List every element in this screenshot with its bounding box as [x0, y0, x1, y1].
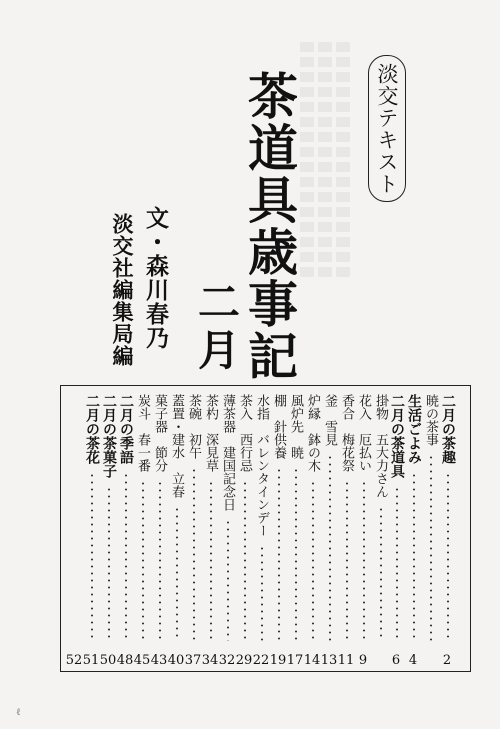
toc-entry: 蓋置・建水 立春	[169, 394, 184, 498]
dot-leader	[312, 480, 314, 641]
dot-leader	[329, 454, 331, 641]
series-label-box	[368, 55, 406, 202]
toc-page-number: 40	[167, 653, 185, 668]
toc-entry: 薄茶器 建国記念日	[220, 394, 235, 511]
toc-page-number: 51	[82, 653, 100, 668]
dot-leader	[413, 472, 415, 641]
toc-entry: 茶碗 初午	[186, 394, 201, 459]
dot-leader	[227, 519, 229, 641]
toc-page-number: 22	[252, 653, 270, 668]
toc-page-number: 45	[133, 653, 151, 668]
toc-page-number: 17	[286, 653, 304, 668]
dot-leader	[278, 467, 280, 641]
toc-entry: 風炉先 暁	[288, 394, 303, 459]
toc-entry: 水指 バレンタインデー	[254, 394, 269, 537]
dot-leader	[380, 506, 382, 641]
toc-page-number: 48	[116, 653, 134, 668]
toc-page-number: 50	[99, 653, 117, 668]
toc-entry: 棚 針供養	[271, 394, 286, 459]
dot-leader	[346, 480, 348, 641]
toc-page-number: 6	[391, 653, 401, 668]
toc-entry: 炉縁 鉢の木	[305, 394, 320, 472]
toc-entry: 掛物 五大力さん	[373, 394, 388, 498]
toc-page-number: 11	[337, 653, 355, 668]
dot-leader	[295, 467, 297, 641]
toc-page-number: 43	[150, 653, 168, 668]
dot-leader	[261, 545, 263, 641]
toc-page-number: 29	[235, 653, 253, 668]
dot-leader	[125, 472, 127, 641]
toc-page-number: 19	[269, 653, 287, 668]
page-title: 茶道具歳事記	[240, 70, 299, 382]
show-through-line	[318, 42, 332, 277]
show-through-line	[336, 42, 350, 277]
toc-heading: 二月の季語	[118, 394, 134, 464]
toc-entry: 釜 雪見	[322, 394, 337, 446]
toc-page-number: 4	[408, 653, 418, 668]
dot-leader	[159, 480, 161, 641]
dot-leader	[176, 506, 178, 641]
toc-page-number: 37	[184, 653, 202, 668]
toc-entry: 花入 厄払い	[356, 394, 371, 472]
toc-entry: 茶杓 深見草	[203, 394, 218, 472]
toc-entry: 炭斗 春一番	[135, 394, 150, 472]
toc-page-number: 52	[65, 653, 83, 668]
show-through-line	[300, 42, 314, 277]
dot-leader	[91, 472, 93, 641]
month-title: 二月	[192, 280, 241, 376]
toc-page-number: 34	[201, 653, 219, 668]
dot-leader	[193, 467, 195, 641]
toc-entry: 茶入 西行忌	[237, 394, 252, 472]
dot-leader	[447, 472, 449, 641]
table-of-contents	[60, 385, 471, 672]
toc-entry: 暁の茶事	[423, 394, 438, 446]
author-credit: 文・森川春乃	[142, 206, 169, 350]
dot-leader	[363, 480, 365, 641]
series-label: 淡交テキスト	[375, 62, 399, 195]
toc-heading: 生活ごよみ	[406, 394, 422, 464]
toc-entry: 菓子器 節分	[152, 394, 167, 472]
editor-credit: 淡交社編集局編	[110, 213, 135, 367]
toc-heading: 二月の茶菓子	[101, 394, 117, 478]
toc-entry: 香合 梅花祭	[339, 394, 354, 472]
toc-heading: 二月の茶道具	[389, 394, 405, 478]
toc-page-number: 13	[320, 653, 338, 668]
toc-heading: 二月の茶花	[84, 394, 100, 464]
toc-page-number: 32	[218, 653, 236, 668]
dot-leader	[210, 480, 212, 641]
toc-page-number: 2	[442, 653, 452, 668]
dot-leader	[396, 486, 398, 641]
dot-leader	[430, 454, 432, 641]
toc-page-number: 9	[358, 653, 368, 668]
toc-heading: 二月の茶趣	[440, 394, 456, 464]
toc-page-number: 14	[303, 653, 321, 668]
margin-mark: ℓ	[16, 707, 21, 718]
dot-leader	[244, 480, 246, 641]
dot-leader	[108, 486, 110, 641]
dot-leader	[142, 480, 144, 641]
